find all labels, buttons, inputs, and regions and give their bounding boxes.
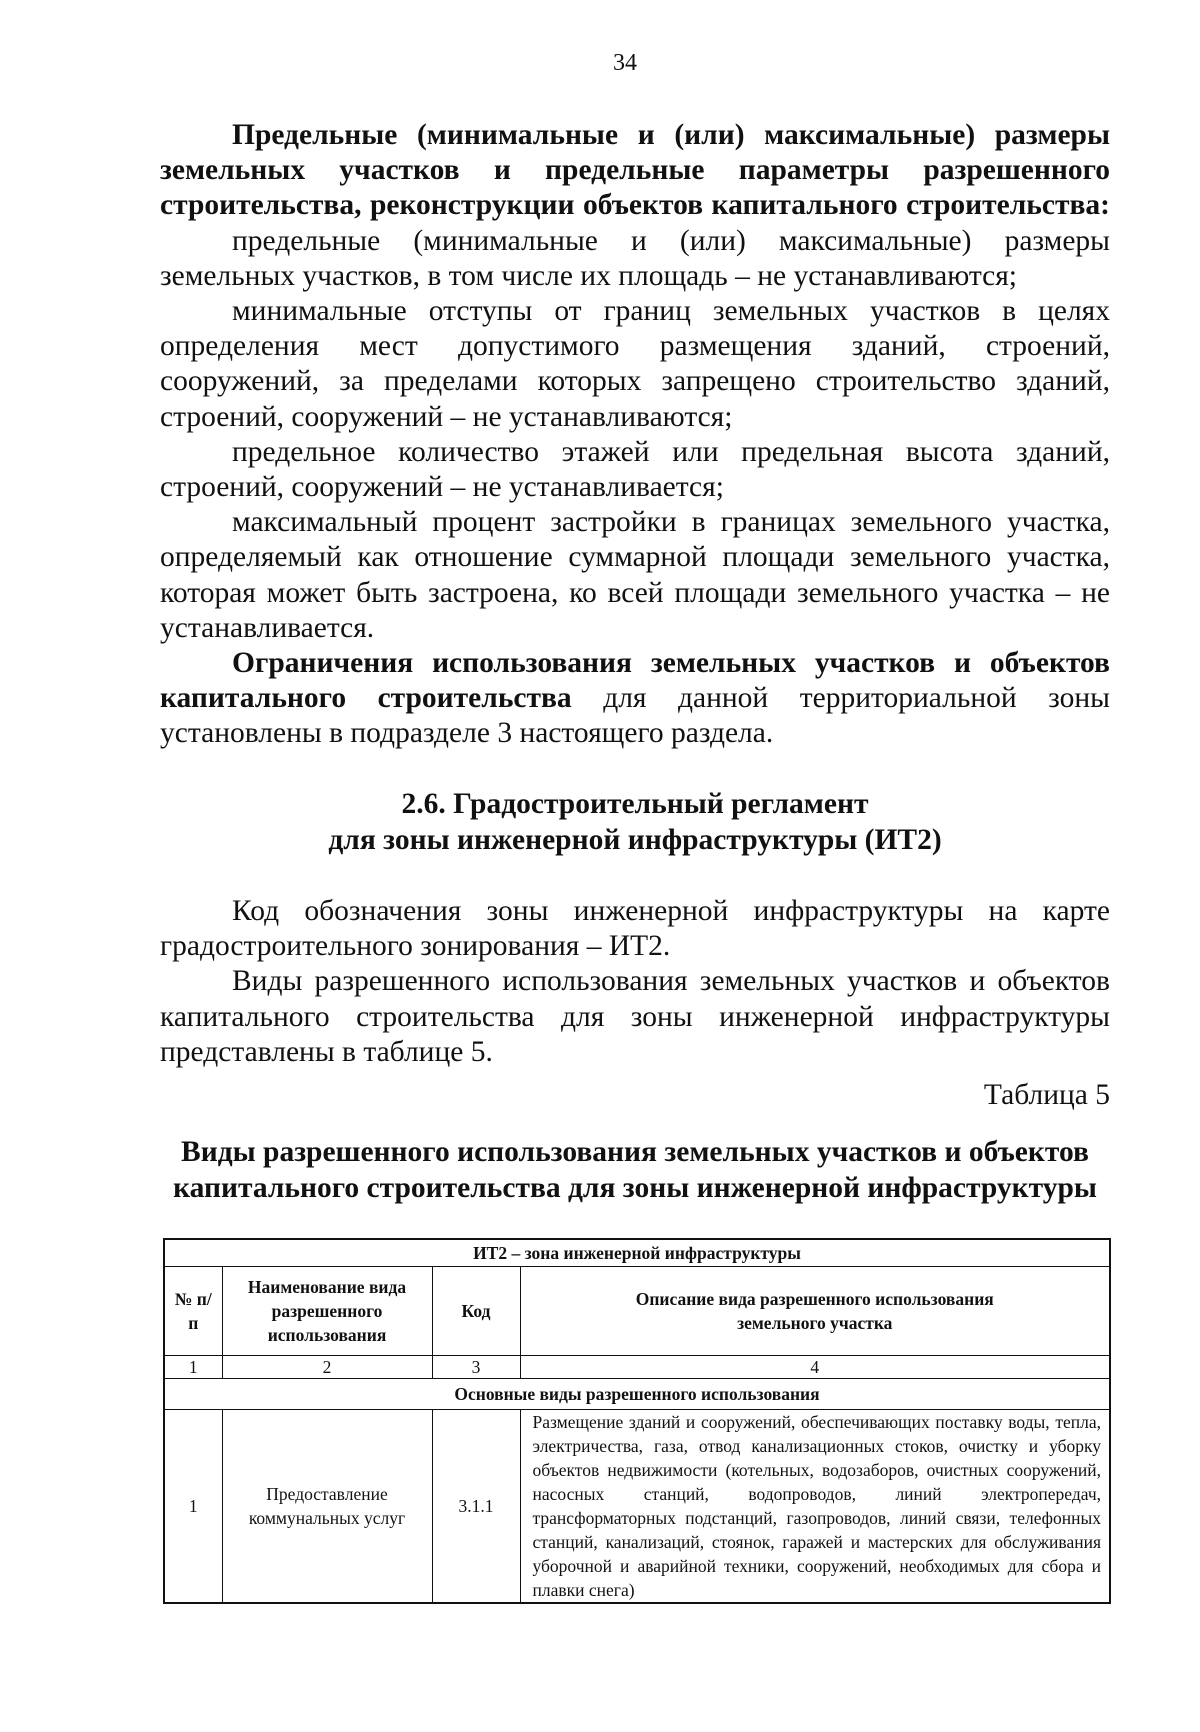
header-use-name: Наименование вида разрешенного использования xyxy=(222,1267,432,1356)
paragraph-table-reference: Виды разрешенного использования земельных участков и объектов капитального строительства для зоны инженерной инфраструктуры представлены в таблице 5. xyxy=(160,965,1110,1068)
permitted-use-table xyxy=(163,1238,1111,1604)
table-caption-line-1: Виды разрешенного использования земельных участков и объектов xyxy=(181,1136,1089,1168)
column-number: 3 xyxy=(432,1356,520,1379)
zone-parameters-block xyxy=(160,118,1110,752)
table-title-row xyxy=(164,1239,1110,1267)
table-caption xyxy=(160,1134,1110,1206)
header-number: № п/п xyxy=(164,1267,222,1356)
row-number: 1 xyxy=(164,1410,222,1604)
row-description: Размещение зданий и сооружений, обеспечивающих поставку воды, тепла, электричества, газа, отвод канализационных стоков, очистку и уборку объектов недвижимости (котельных, водозаборов, очистных сооружений, насосных станций, водопроводов, линий электропередач, трансформаторных подстанций, газопроводов, линий связи, телефонных станций, канализаций, стоянок, гаражей и мастерских для обслуживания уборочной и аварийной техники, сооружений, необходимых для сбора и плавки снега) xyxy=(520,1410,1110,1604)
table-caption-line-2: капитального строительства для зоны инженерной инфраструктуры xyxy=(173,1172,1097,1204)
paragraph-plot-sizes: предельные (минимальные и (или) максимальные) размеры земельных участков, в том числе их площадь – не устанавливаются; xyxy=(160,224,1110,292)
table-header-row xyxy=(164,1267,1110,1356)
header-description: Описание вида разрешенного использования земельного участка xyxy=(520,1267,1110,1356)
section-title-line-2: для зоны инженерной инфраструктуры (ИТ2) xyxy=(328,824,942,856)
paragraph-restrictions: Ограничения использования земельных участков и объектов капитального строительства для данной территориальной зоны установлены в подразделе 3 настоящего раздела. xyxy=(160,647,1110,750)
section-title-line-1: 2.6. Градостроительный регламент xyxy=(401,788,869,820)
table-row xyxy=(164,1410,1110,1604)
table-label: Таблица 5 xyxy=(983,1079,1110,1112)
paragraph-setbacks: минимальные отступы от границ земельных участков в целях определения мест допустимого размещения зданий, строений, сооружений, за пределами которых запрещено строительство зданий, строений, сооружений – не устанавливаются; xyxy=(160,295,1110,433)
page-number: 34 xyxy=(613,50,637,76)
column-number: 1 xyxy=(164,1356,222,1379)
paragraph-zone-code: Код обозначения зоны инженерной инфраструктуры на карте градостроительного зонирования – ИТ2. xyxy=(160,895,1110,963)
section-main-uses: Основные виды разрешенного использования xyxy=(164,1379,1110,1410)
parameters-heading: Предельные (минимальные и (или) максимальные) размеры земельных участков и предельные параметры разрешенного строительства, реконструкции объектов капитального строительства: xyxy=(160,119,1110,222)
row-use-name: Предоставление коммунальных услуг xyxy=(222,1410,432,1604)
header-code: Код xyxy=(432,1267,520,1356)
column-number: 4 xyxy=(520,1356,1110,1379)
column-number: 2 xyxy=(222,1356,432,1379)
zone-intro-block xyxy=(160,894,1110,1113)
table-section-row xyxy=(164,1379,1110,1410)
section-title xyxy=(160,786,1110,858)
table-zone-title: ИТ2 – зона инженерной инфраструктуры xyxy=(164,1239,1110,1267)
column-number-row xyxy=(164,1356,1110,1379)
paragraph-floors: предельное количество этажей или предельная высота зданий, строений, сооружений – не устанавливается; xyxy=(160,435,1110,504)
row-code: 3.1.1 xyxy=(432,1410,520,1604)
paragraph-building-percent: максимальный процент застройки в границах земельного участка, определяемый как отношение суммарной площади земельного участка, которая может быть застроена, ко всей площади земельного участка – не устанавливается. xyxy=(160,506,1110,644)
